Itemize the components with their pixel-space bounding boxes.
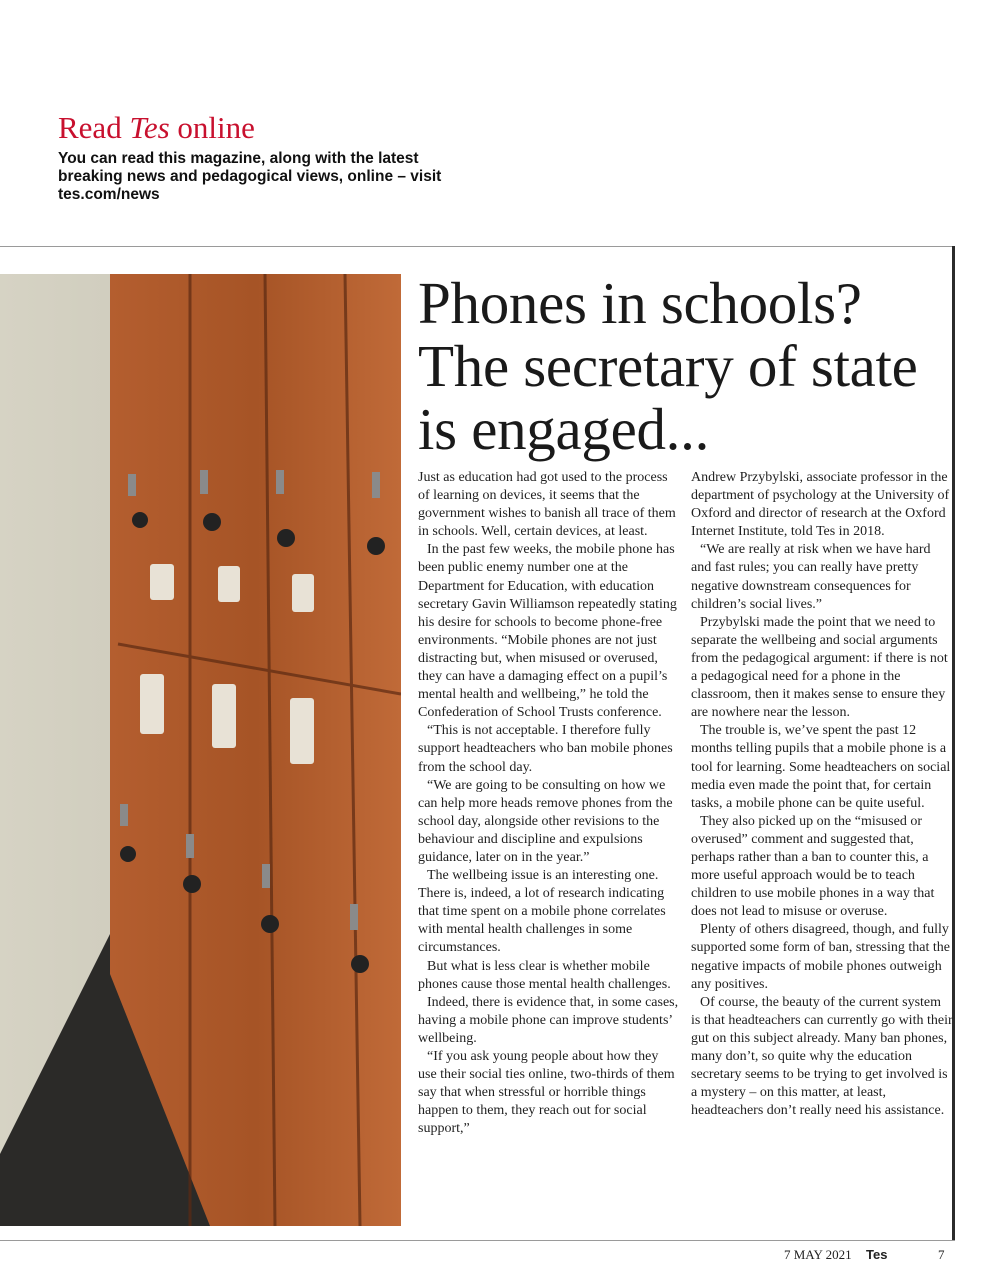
lockers-photo [0, 274, 401, 1226]
article-column-1 [418, 469, 680, 1138]
paragraph: Przybylski made the point that we need to separate the wellbeing and social arguments from the pedagogical argument: if there is not a pedagogical need for a phone in the classroom, then it makes sense to ensure they are nowhere near the lesson. [691, 614, 948, 721]
lockers-illustration [0, 274, 401, 1226]
paragraph: Indeed, there is evidence that, in some cases, having a mobile phone can improve students’ wellbeing. [418, 994, 679, 1046]
frame-bottom-rule [0, 1240, 955, 1241]
page-number: 7 [938, 1247, 945, 1262]
article-column-2 [691, 469, 953, 1120]
paragraph: Of course, the beauty of the current system is that headteachers can currently go with their gut on this subject already. Many ban phones, many don’t, so quite why the education secretary seems to be trying to get involved is a mystery – on this matter, at least, headteachers don’t really need his assistance. [691, 994, 953, 1119]
paragraph: In the past few weeks, the mobile phone has been public enemy number one at the Department for Education, with education secretary Gavin Williamson repeatedly stating his desire for schools to become phone-free environments. “Mobile phones are not just distracting but, when misused or overused, they can have a damaging effect on a pupil’s mental health and wellbeing,” he told the Confederation of School Trusts conference. [418, 542, 677, 721]
paragraph: The wellbeing issue is an interesting one. There is, indeed, a lot of research indicating that time spent on a mobile phone correlates with mental health challenges in some circumstances. [418, 868, 666, 956]
paragraph: Andrew Przybylski, associate professor in the department of psychology at the University of Oxford and director of research at the Oxford Internet Institute, told Tes in 2018. [691, 470, 950, 540]
promo-title-prefix: Read [58, 110, 130, 145]
promo-title [58, 110, 478, 146]
promo-title-brand: Tes [129, 110, 170, 145]
headline: Phones in schools? The secretary of state is engaged... [418, 270, 918, 462]
promo-body: You can read this magazine, along with the latest breaking news and pedagogical views, online – visit tes.com/news [58, 150, 442, 203]
paragraph: “We are really at risk when we have hard and fast rules; you can really have pretty negative downstream consequences for children’s social lives.” [691, 542, 931, 612]
paragraph: But what is less clear is whether mobile phones cause those mental health challenges. [418, 958, 671, 992]
frame-top-rule [0, 246, 955, 247]
paragraph: Just as education had got used to the process of learning on devices, it seems that the government wishes to banish all trace of them in schools. Well, certain devices, at least. [418, 470, 676, 540]
paragraph: “This is not acceptable. I therefore fully support headteachers who ban mobile phones from the school day. [418, 723, 673, 775]
footer-date: 7 MAY 2021 [784, 1247, 852, 1262]
footer-brand: Tes [866, 1247, 888, 1262]
paragraph: They also picked up on the “misused or overused” comment and suggested that, perhaps rather than a ban to counter this, a more useful approach would be to teach children to use mobile phones in a way that does not lead to misuse or overuse. [691, 813, 935, 920]
promo-title-suffix: online [169, 110, 255, 145]
paragraph: “If you ask young people about how they use their social ties online, two-thirds of them say that when stressful or horrible things happen to them, they reach out for social support,” [418, 1049, 675, 1137]
paragraph: The trouble is, we’ve spent the past 12 months telling pupils that a mobile phone is a tool for learning. Some headteachers on social media even made the point that, for certain tasks, a mobile phone can be quite useful. [691, 723, 951, 811]
paragraph: “We are going to be consulting on how we can help more heads remove phones from the school day, alongside other revisions to the behaviour and discipline and expulsions guidance, later on in the year.” [418, 777, 673, 865]
promo-box [58, 110, 478, 204]
paragraph: Plenty of others disagreed, though, and fully supported some form of ban, stressing that the negative impacts of mobile phones outweigh any positives. [691, 922, 950, 992]
